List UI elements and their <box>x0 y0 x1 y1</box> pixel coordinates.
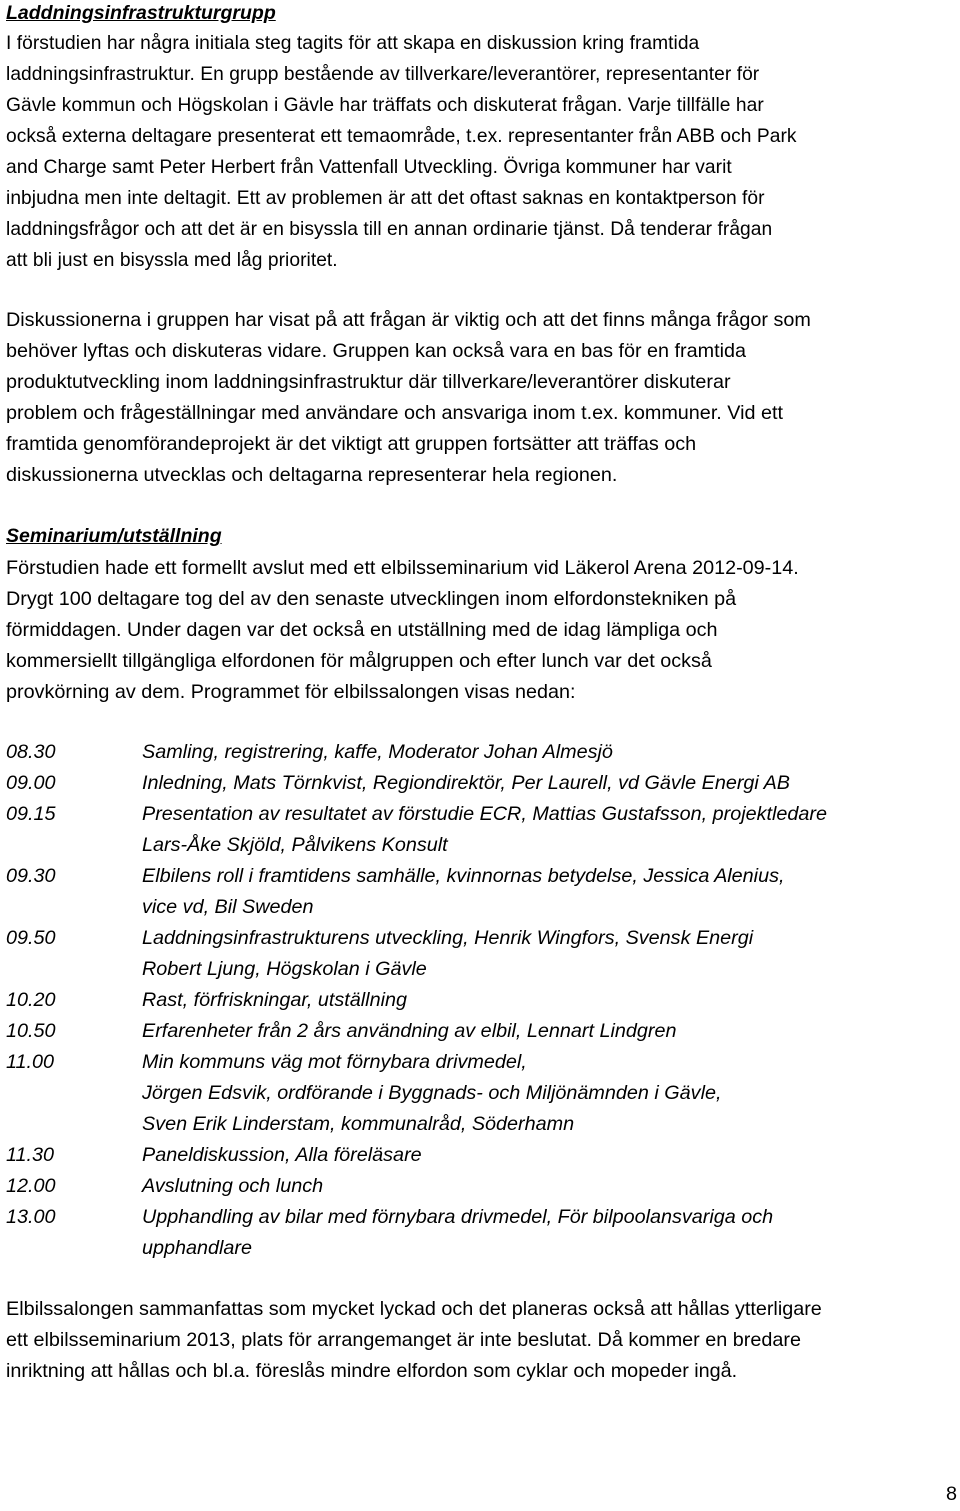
schedule-row <box>6 799 958 861</box>
schedule-row <box>6 1171 958 1202</box>
schedule-time: 09.50 <box>6 927 56 949</box>
schedule-time: 09.30 <box>6 865 56 887</box>
schedule-time: 11.30 <box>6 1144 55 1166</box>
section-heading-seminar: Seminarium/utställning <box>6 525 222 547</box>
schedule-description: Min kommuns väg mot förnybara drivmedel, Jörgen Edsvik, ordförande i Byggnads- och Miljönämnden i Gävle, Sven Erik Linderstam, kommunalråd, Söderhamn <box>142 1051 722 1135</box>
schedule-row <box>6 985 958 1016</box>
schedule-time: 12.00 <box>6 1175 56 1197</box>
paragraph-seminar-summary: Elbilssalongen sammanfattas som mycket lyckad och det planeras också att hållas ytterligare ett elbilsseminarium 2013, plats för arrangemanget är inte beslutat. Då kommer en bredare inriktning att hållas och bl.a. föreslås mindre elfordon som cyklar och mopeder ingå. <box>6 1298 822 1382</box>
schedule-description: Presentation av resultatet av förstudie ECR, Mattias Gustafsson, projektledare Lars-Åke Skjöld, Pålvikens Konsult <box>142 803 827 856</box>
schedule-row <box>6 1202 958 1264</box>
schedule-description: Elbilens roll i framtidens samhälle, kvinnornas betydelse, Jessica Alenius, vice vd, Bil Sweden <box>142 865 785 918</box>
schedule-time: 10.50 <box>6 1020 56 1042</box>
schedule-row <box>6 1140 958 1171</box>
schedule-description: Samling, registrering, kaffe, Moderator Johan Almesjö <box>142 741 613 763</box>
schedule-description: Inledning, Mats Törnkvist, Regiondirektör, Per Laurell, vd Gävle Energi AB <box>142 772 790 794</box>
schedule-row <box>6 923 958 985</box>
schedule-time: 09.15 <box>6 803 56 825</box>
schedule-time: 09.00 <box>6 772 56 794</box>
schedule-description: Erfarenheter från 2 års användning av elbil, Lennart Lindgren <box>142 1020 677 1042</box>
paragraph-charging-group-intro: I förstudien har några initiala steg tagits för att skapa en diskussion kring framtida laddningsinfrastruktur. En grupp bestående av tillverkare/leverantörer, representanter för Gävle kommun och Högskolan i Gävle har träffats och diskuterat frågan. Varje tillfälle har också externa deltagare presenterat ett temaområde, t.ex. representanter från ABB och Park and Charge samt Peter Herbert från Vattenfall Utveckling. Övriga kommuner har varit inbjudna men inte deltagit. Ett av problemen är att det oftast saknas en kontaktperson för laddningsfrågor och att det är en bisyssla till en annan ordinarie tjänst. Då tenderar frågan att bli just en bisyssla med låg prioritet. <box>6 33 797 271</box>
schedule-time: 13.00 <box>6 1206 56 1228</box>
schedule-description: Avslutning och lunch <box>142 1175 324 1197</box>
schedule-description: Paneldiskussion, Alla föreläsare <box>142 1144 422 1166</box>
schedule-row <box>6 861 958 923</box>
schedule-description: Rast, förfriskningar, utställning <box>142 989 407 1011</box>
schedule-time: 08.30 <box>6 741 56 763</box>
paragraph-seminar-intro: Förstudien hade ett formellt avslut med ett elbilsseminarium vid Läkerol Arena 2012-09-14. Drygt 100 deltagare tog del av den senaste utvecklingen inom elfordonstekniken på förmiddagen. Under dagen var det också en utställning med de idag lämpliga och kommersiellt tillgängliga elfordonen för målgruppen och efter lunch var det också provkörning av dem. Programmet för elbilssalongen visas nedan: <box>6 557 799 703</box>
seminar-schedule <box>6 737 958 1264</box>
paragraph-charging-group-discussion: Diskussionerna i gruppen har visat på att frågan är viktig och att det finns många frågor som behöver lyftas och diskuteras vidare. Gruppen kan också vara en bas för en framtida produktutveckling inom laddningsinfrastruktur där tillverkare/leverantörer diskuterar problem och frågeställningar med användare och ansvariga inom t.ex. kommuner. Vid ett framtida genomförandeprojekt är det viktigt att gruppen fortsätter att träffas och diskussionerna utvecklas och deltagarna representerar hela regionen. <box>6 309 811 486</box>
schedule-row <box>6 737 958 768</box>
schedule-time: 10.20 <box>6 989 56 1011</box>
schedule-description: Upphandling av bilar med förnybara drivmedel, För bilpoolansvariga och upphandlare <box>142 1206 774 1259</box>
schedule-row <box>6 1047 958 1140</box>
section-heading-charging-group: Laddningsinfrastrukturgrupp <box>6 2 276 24</box>
schedule-time: 11.00 <box>6 1051 55 1073</box>
schedule-row <box>6 1016 958 1047</box>
schedule-row <box>6 768 958 799</box>
page-number: 8 <box>945 1483 957 1505</box>
schedule-description: Laddningsinfrastrukturens utveckling, Henrik Wingfors, Svensk Energi Robert Ljung, Högskolan i Gävle <box>142 927 754 980</box>
